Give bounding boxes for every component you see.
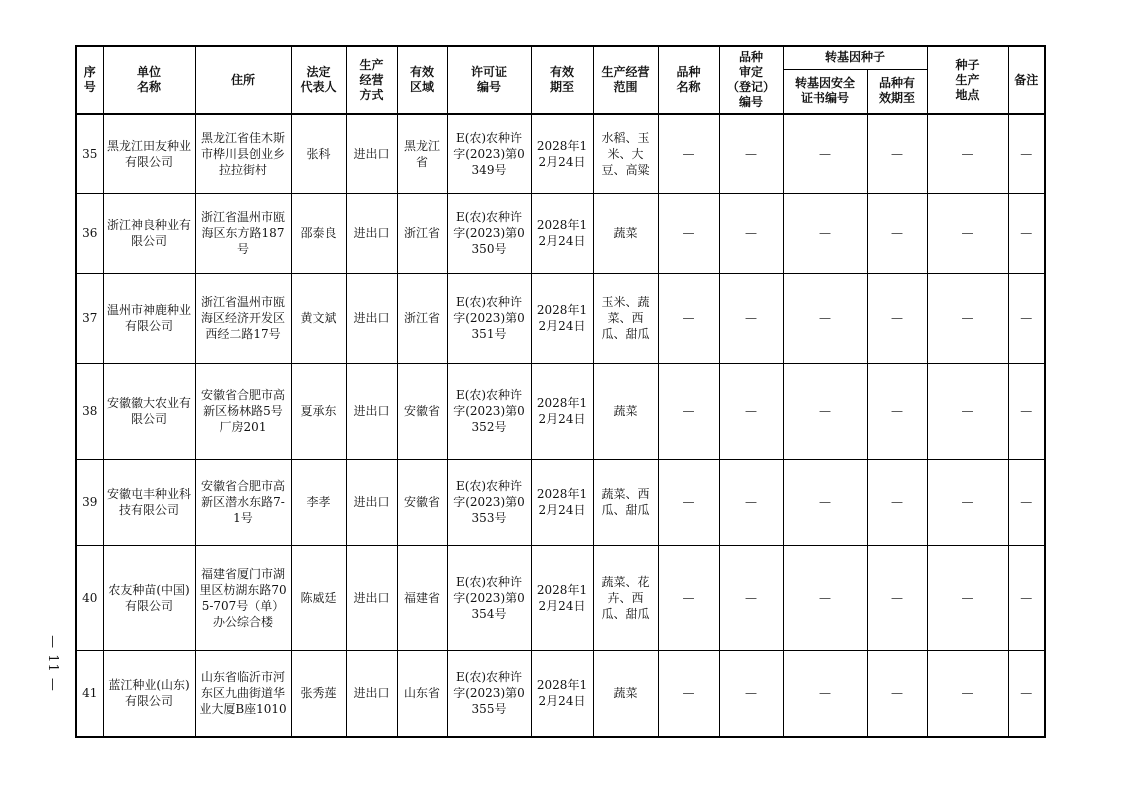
cell-address: 浙江省温州市瓯海区东方路187号	[195, 193, 291, 273]
cell-scope: 蔬菜	[593, 650, 658, 737]
cell-unit-name: 蓝江种业(山东)有限公司	[103, 650, 195, 737]
cell-address: 山东省临沂市河东区九曲街道华业大厦B座1010	[195, 650, 291, 737]
cell-seq: 35	[76, 114, 103, 193]
cell-scope: 蔬菜	[593, 363, 658, 459]
cell-remark: —	[1008, 545, 1045, 650]
cell-variety-name: —	[658, 363, 719, 459]
cell-valid-until: 2028年12月24日	[531, 545, 593, 650]
cell-approval-no: —	[719, 363, 783, 459]
cell-valid-until: 2028年12月24日	[531, 363, 593, 459]
cell-production-site: —	[927, 273, 1008, 363]
cell-address: 浙江省温州市瓯海区经济开发区西经二路17号	[195, 273, 291, 363]
header-gm-cert-no: 转基因安全 证书编号	[783, 69, 867, 114]
cell-valid-region: 黑龙江省	[397, 114, 447, 193]
cell-legal-rep: 黄文斌	[291, 273, 346, 363]
cell-approval-no: —	[719, 650, 783, 737]
table-row	[76, 193, 1045, 273]
header-production-site: 种子 生产 地点	[927, 46, 1008, 114]
cell-legal-rep: 夏承东	[291, 363, 346, 459]
cell-valid-region: 安徽省	[397, 459, 447, 545]
cell-valid-region: 浙江省	[397, 273, 447, 363]
cell-address: 福建省厦门市湖里区枋湖东路705-707号（单）办公综合楼	[195, 545, 291, 650]
cell-gm-cert-no: —	[783, 363, 867, 459]
cell-license-no: E(农)农种许字(2023)第0351号	[447, 273, 531, 363]
cell-legal-rep: 张科	[291, 114, 346, 193]
cell-approval-no: —	[719, 193, 783, 273]
cell-remark: —	[1008, 114, 1045, 193]
cell-valid-until: 2028年12月24日	[531, 650, 593, 737]
cell-gm-valid-until: —	[867, 459, 927, 545]
cell-gm-valid-until: —	[867, 363, 927, 459]
cell-unit-name: 安徽屯丰种业科技有限公司	[103, 459, 195, 545]
cell-valid-until: 2028年12月24日	[531, 273, 593, 363]
header-gm-valid-until: 品种有 效期至	[867, 69, 927, 114]
table-row	[76, 459, 1045, 545]
cell-valid-region: 福建省	[397, 545, 447, 650]
cell-production-site: —	[927, 459, 1008, 545]
cell-address: 黑龙江省佳木斯市桦川县创业乡拉拉街村	[195, 114, 291, 193]
cell-legal-rep: 李孝	[291, 459, 346, 545]
header-valid-until: 有效 期至	[531, 46, 593, 114]
cell-business-mode: 进出口	[346, 114, 397, 193]
cell-unit-name: 浙江神良种业有限公司	[103, 193, 195, 273]
cell-production-site: —	[927, 193, 1008, 273]
header-address: 住所	[195, 46, 291, 114]
cell-variety-name: —	[658, 650, 719, 737]
cell-gm-cert-no: —	[783, 114, 867, 193]
cell-seq: 41	[76, 650, 103, 737]
cell-valid-until: 2028年12月24日	[531, 114, 593, 193]
cell-seq: 36	[76, 193, 103, 273]
cell-remark: —	[1008, 363, 1045, 459]
cell-remark: —	[1008, 193, 1045, 273]
cell-unit-name: 黑龙江田友种业有限公司	[103, 114, 195, 193]
cell-remark: —	[1008, 459, 1045, 545]
cell-valid-region: 山东省	[397, 650, 447, 737]
cell-gm-cert-no: —	[783, 459, 867, 545]
cell-license-no: E(农)农种许字(2023)第0353号	[447, 459, 531, 545]
cell-business-mode: 进出口	[346, 459, 397, 545]
cell-license-no: E(农)农种许字(2023)第0352号	[447, 363, 531, 459]
cell-address: 安徽省合肥市高新区潜水东路7-1号	[195, 459, 291, 545]
cell-legal-rep: 邵泰良	[291, 193, 346, 273]
cell-remark: —	[1008, 650, 1045, 737]
cell-legal-rep: 张秀莲	[291, 650, 346, 737]
cell-unit-name: 农友种苗(中国)有限公司	[103, 545, 195, 650]
cell-seq: 40	[76, 545, 103, 650]
cell-variety-name: —	[658, 114, 719, 193]
cell-gm-cert-no: —	[783, 193, 867, 273]
cell-seq: 37	[76, 273, 103, 363]
cell-approval-no: —	[719, 114, 783, 193]
cell-gm-valid-until: —	[867, 545, 927, 650]
cell-variety-name: —	[658, 273, 719, 363]
cell-business-mode: 进出口	[346, 363, 397, 459]
header-approval-no: 品种 审定 （登记） 编号	[719, 46, 783, 114]
cell-unit-name: 安徽徽大农业有限公司	[103, 363, 195, 459]
cell-business-mode: 进出口	[346, 273, 397, 363]
cell-gm-cert-no: —	[783, 273, 867, 363]
cell-valid-until: 2028年12月24日	[531, 459, 593, 545]
cell-valid-until: 2028年12月24日	[531, 193, 593, 273]
cell-approval-no: —	[719, 273, 783, 363]
header-valid-region: 有效 区域	[397, 46, 447, 114]
cell-license-no: E(农)农种许字(2023)第0349号	[447, 114, 531, 193]
cell-scope: 玉米、蔬菜、西瓜、甜瓜	[593, 273, 658, 363]
cell-variety-name: —	[658, 545, 719, 650]
license-table-container	[75, 45, 1046, 738]
cell-address: 安徽省合肥市高新区杨林路5号厂房201	[195, 363, 291, 459]
seed-license-table	[75, 45, 1046, 738]
header-scope: 生产经营 范围	[593, 46, 658, 114]
table-row	[76, 273, 1045, 363]
cell-unit-name: 温州市神鹿种业有限公司	[103, 273, 195, 363]
cell-scope: 蔬菜	[593, 193, 658, 273]
page-number: — 11 —	[44, 634, 60, 692]
cell-production-site: —	[927, 363, 1008, 459]
cell-seq: 38	[76, 363, 103, 459]
cell-scope: 蔬菜、花卉、西瓜、甜瓜	[593, 545, 658, 650]
table-row	[76, 650, 1045, 737]
header-unit-name: 单位 名称	[103, 46, 195, 114]
header-business-mode: 生产 经营 方式	[346, 46, 397, 114]
header-variety-name: 品种 名称	[658, 46, 719, 114]
cell-license-no: E(农)农种许字(2023)第0354号	[447, 545, 531, 650]
cell-variety-name: —	[658, 459, 719, 545]
cell-gm-cert-no: —	[783, 650, 867, 737]
cell-gm-valid-until: —	[867, 193, 927, 273]
header-gm-seed-group: 转基因种子	[783, 46, 927, 69]
cell-gm-valid-until: —	[867, 114, 927, 193]
table-body	[76, 114, 1045, 737]
cell-remark: —	[1008, 273, 1045, 363]
cell-business-mode: 进出口	[346, 193, 397, 273]
cell-legal-rep: 陈威廷	[291, 545, 346, 650]
table-row	[76, 363, 1045, 459]
cell-variety-name: —	[658, 193, 719, 273]
cell-business-mode: 进出口	[346, 545, 397, 650]
cell-production-site: —	[927, 650, 1008, 737]
cell-gm-valid-until: —	[867, 650, 927, 737]
cell-valid-region: 浙江省	[397, 193, 447, 273]
cell-scope: 水稻、玉米、大豆、高粱	[593, 114, 658, 193]
cell-seq: 39	[76, 459, 103, 545]
cell-business-mode: 进出口	[346, 650, 397, 737]
cell-gm-valid-until: —	[867, 273, 927, 363]
cell-scope: 蔬菜、西瓜、甜瓜	[593, 459, 658, 545]
table-row	[76, 545, 1045, 650]
cell-valid-region: 安徽省	[397, 363, 447, 459]
cell-production-site: —	[927, 545, 1008, 650]
cell-gm-cert-no: —	[783, 545, 867, 650]
cell-approval-no: —	[719, 459, 783, 545]
cell-license-no: E(农)农种许字(2023)第0355号	[447, 650, 531, 737]
cell-production-site: —	[927, 114, 1008, 193]
header-license-no: 许可证 编号	[447, 46, 531, 114]
cell-license-no: E(农)农种许字(2023)第0350号	[447, 193, 531, 273]
cell-approval-no: —	[719, 545, 783, 650]
header-remark: 备注	[1008, 46, 1045, 114]
header-legal-rep: 法定 代表人	[291, 46, 346, 114]
table-row	[76, 114, 1045, 193]
table-header	[76, 46, 1045, 114]
header-seq: 序 号	[76, 46, 103, 114]
